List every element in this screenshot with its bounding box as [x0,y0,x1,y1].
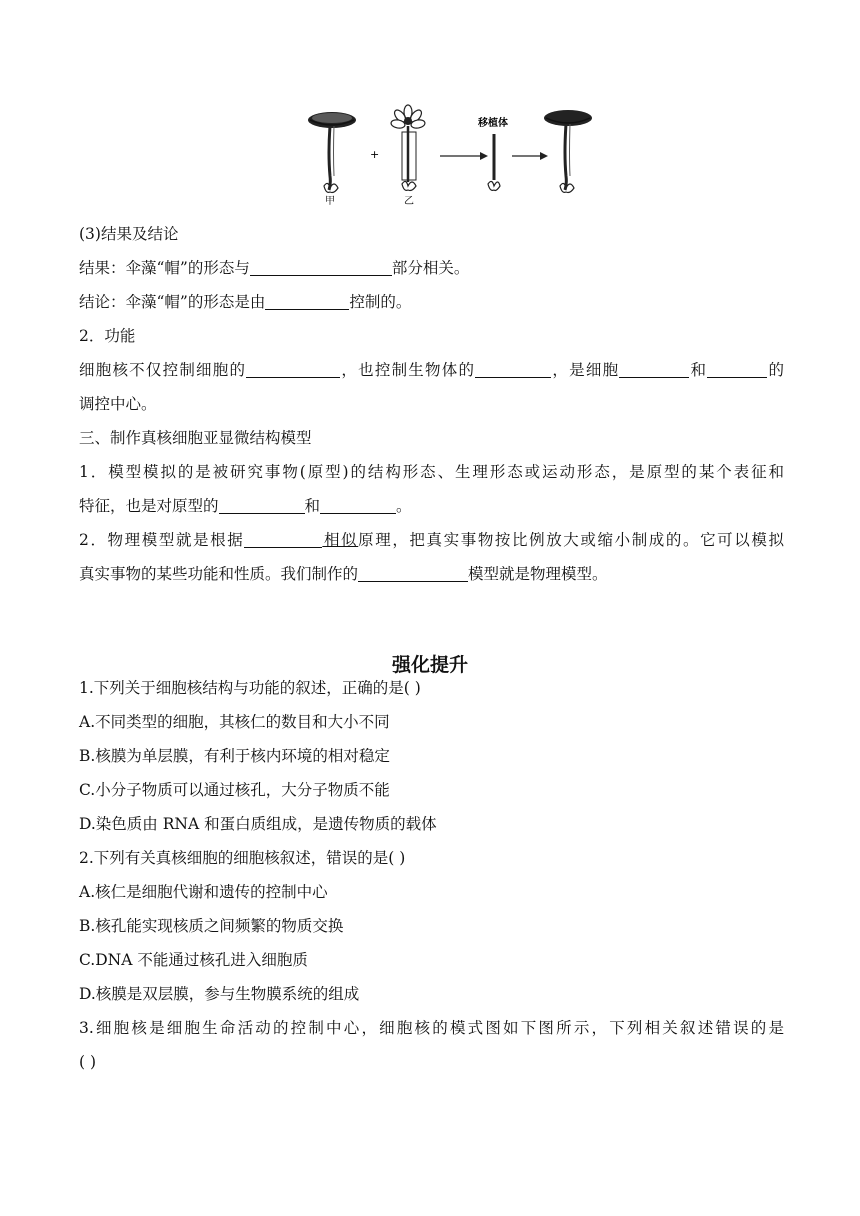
fill-blank[interactable] [619,361,689,378]
part3-title: 三、制作真核细胞亚显微结构模型 [79,429,312,447]
section-heading: 强化提升 [391,654,468,676]
result-text: 结果：伞藻“帽”的形态与 [79,259,250,277]
function-line2: 调控中心。 [79,395,157,413]
option-d: D.核膜是双层膜，参与生物膜系统的组成 [79,985,360,1003]
option-c: C.DNA 不能通过核孔进入细胞质 [79,951,308,969]
part3-item2-line2 [79,564,784,584]
conclusion-text: 结论：伞藻“帽”的形态是由 [79,293,266,311]
arrow-icon [512,152,548,160]
flower-cap-icon [390,105,425,191]
fill-blank[interactable] [244,531,322,548]
option-b: B.核孔能实现核质之间频繁的物质交换 [79,917,344,935]
text: 原理，把真实事物按比例放大或缩小制成的。它可以模拟 [358,531,784,549]
arrow-icon [440,152,488,160]
label-yi: 乙 [404,196,414,207]
question-stem: 2.下列有关真核细胞的细胞核叙述，错误的是( ) [79,849,406,867]
option-c: C.小分子物质可以通过核孔，大分子物质不能 [79,781,390,799]
part3-item1-line1: 1．模型模拟的是被研究事物(原型)的结构形态、生理形态或运动形态，是原型的某个表征和 [79,463,784,481]
fill-blank[interactable] [265,293,349,310]
underlined-word: 相似 [322,531,359,549]
option-d: D.染色质由 RNA 和蛋白质组成，是遗传物质的载体 [79,815,437,833]
conclusion-line [79,292,784,312]
fill-blank[interactable] [475,361,551,378]
label-graft: 移植体 [478,118,508,129]
text: 。 [396,497,412,515]
fill-blank[interactable] [320,497,396,514]
part3-item2-line1 [79,530,784,550]
fill-blank[interactable] [358,565,468,582]
conclusion-text-end: 控制的。 [349,293,412,311]
fill-blank[interactable] [250,259,392,276]
umbrella-cap-icon [308,112,356,193]
text: 和 [304,497,321,515]
plus-sign: + [370,148,380,161]
text: 的 [767,361,784,379]
fill-blank[interactable] [246,361,340,378]
text: ，是细胞 [551,361,620,379]
text: 特征，也是对原型的 [79,497,219,515]
part3-item1-line2 [79,496,784,516]
question-stem: 3.细胞核是细胞生命活动的控制中心，细胞核的模式图如下图所示，下列相关叙述错误的是 [79,1019,784,1037]
function-line1 [79,360,784,380]
option-a: A.核仁是细胞代谢和遗传的控制中心 [79,883,328,901]
option-b: B.核膜为单层膜，有利于核内环境的相对稳定 [79,747,390,765]
result-line [79,258,784,278]
fill-blank[interactable] [219,497,305,514]
question-stem-cont: ( ) [79,1053,97,1071]
fill-blank[interactable] [707,361,767,378]
stalk-icon [488,134,500,191]
text: 2．物理模型就是根据 [79,531,245,549]
umbrella-cap-icon [544,110,592,193]
text: 真实事物的某些功能和性质。我们制作的 [79,565,359,583]
text: 模型就是物理模型。 [468,565,608,583]
text: 和 [689,361,708,379]
question-stem: 1.下列关于细胞核结构与功能的叙述，正确的是( ) [79,679,421,697]
text: ，也控制生物体的 [340,361,476,379]
label-jia: 甲 [325,196,335,207]
section3-title: (3)结果及结论 [79,225,179,243]
grafting-experiment-figure [300,104,600,208]
text: 细胞核不仅控制细胞的 [79,361,247,379]
result-text-end: 部分相关。 [391,259,470,277]
option-a: A.不同类型的细胞，其核仁的数目和大小不同 [79,713,390,731]
function-title: 2．功能 [79,327,136,345]
